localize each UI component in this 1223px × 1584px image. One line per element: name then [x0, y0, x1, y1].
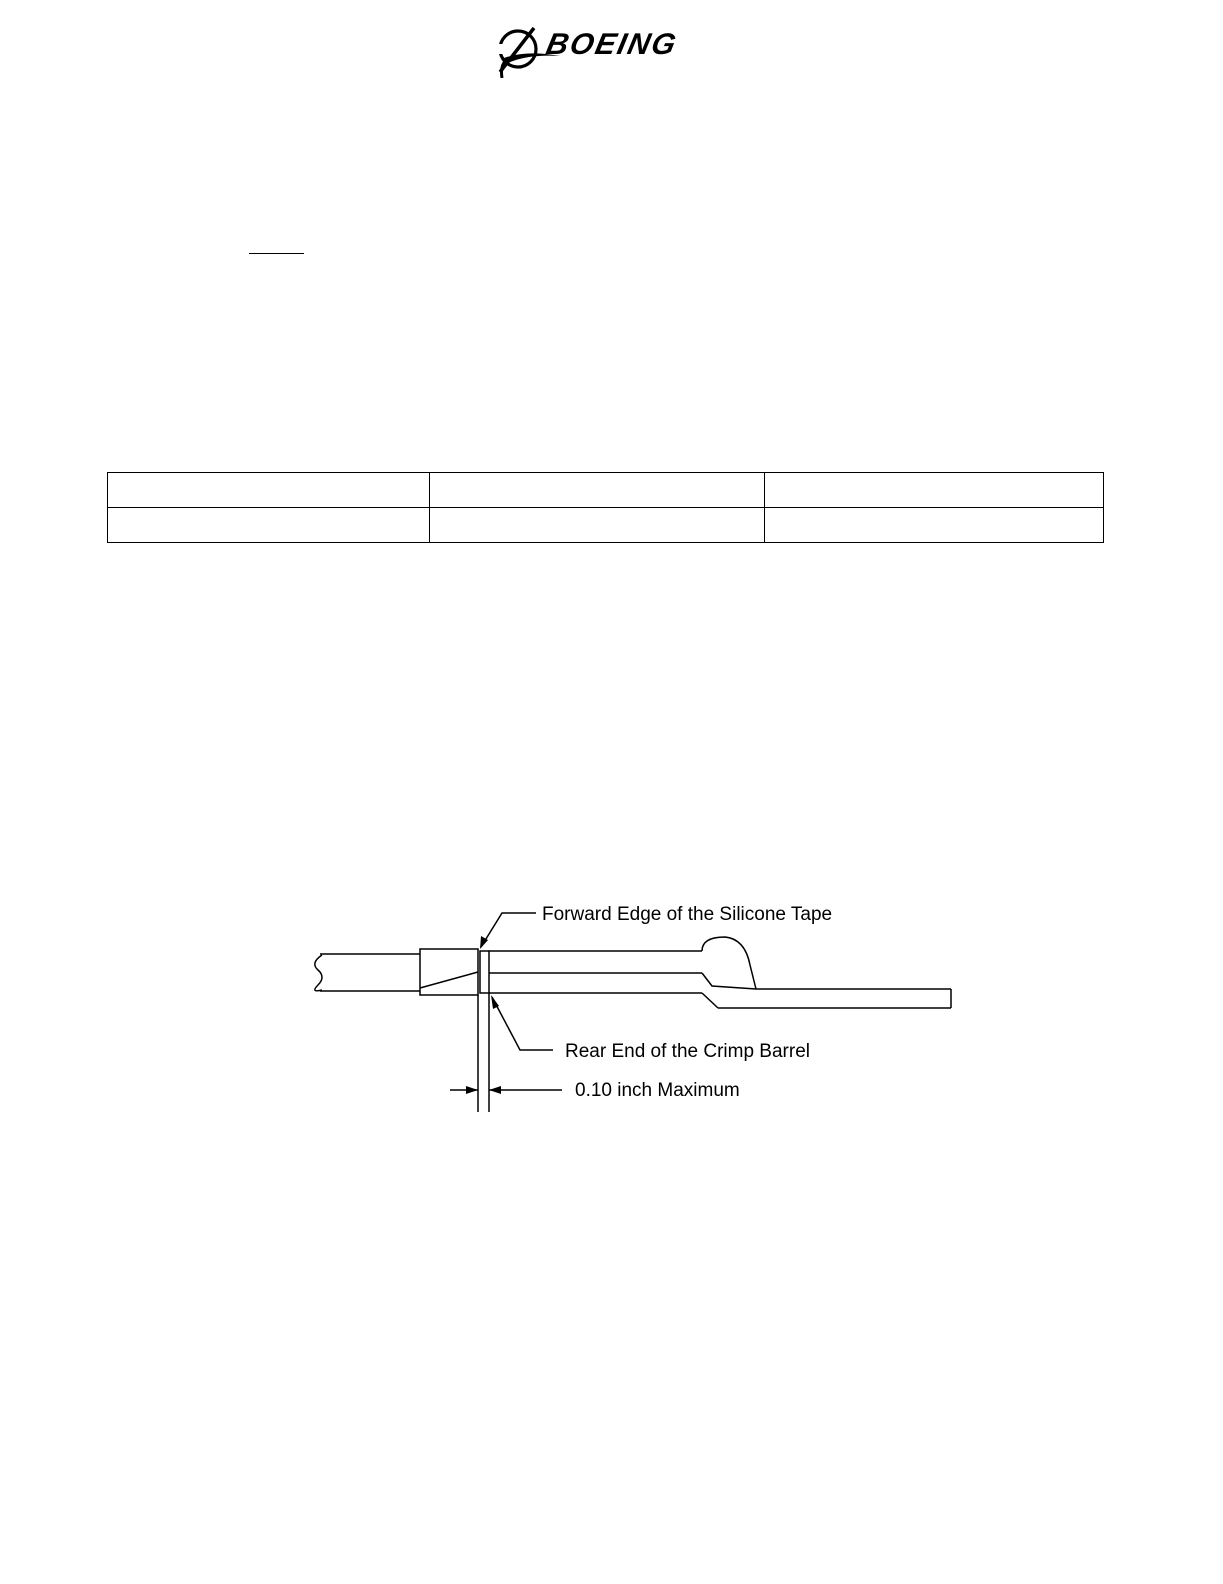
silicone-tape — [420, 949, 478, 995]
table-cell — [765, 508, 1104, 543]
callout-forward-edge: Forward Edge of the Silicone Tape — [542, 904, 833, 925]
table-cell — [430, 508, 765, 543]
data-table — [107, 472, 1103, 543]
crimp-barrel-figure — [300, 895, 960, 1120]
tape-wrap-line — [420, 972, 478, 988]
table-row — [108, 508, 1104, 543]
callout-dimension: 0.10 inch Maximum — [575, 1080, 740, 1101]
callout-rear-end: Rear End of the Crimp Barrel — [565, 1041, 810, 1062]
table-cell — [430, 473, 765, 508]
wire-break-end — [315, 955, 322, 991]
boeing-wordmark: BOEING — [543, 28, 681, 61]
table-row — [108, 473, 1104, 508]
leader-forward-edge — [481, 913, 536, 947]
heading-underline — [249, 253, 304, 254]
boeing-logo — [496, 20, 728, 78]
gap-ring — [480, 951, 489, 993]
arrowhead-dimension-right — [489, 1086, 501, 1094]
table-cell — [765, 473, 1104, 508]
barrel-bulge — [702, 937, 756, 989]
table-cell — [108, 473, 430, 508]
leader-rear-end — [492, 997, 553, 1050]
barrel-neck — [702, 993, 718, 1008]
table-cell — [108, 508, 430, 543]
arrowhead-dimension-left — [466, 1086, 478, 1094]
barrel-neck-inner — [702, 973, 756, 989]
